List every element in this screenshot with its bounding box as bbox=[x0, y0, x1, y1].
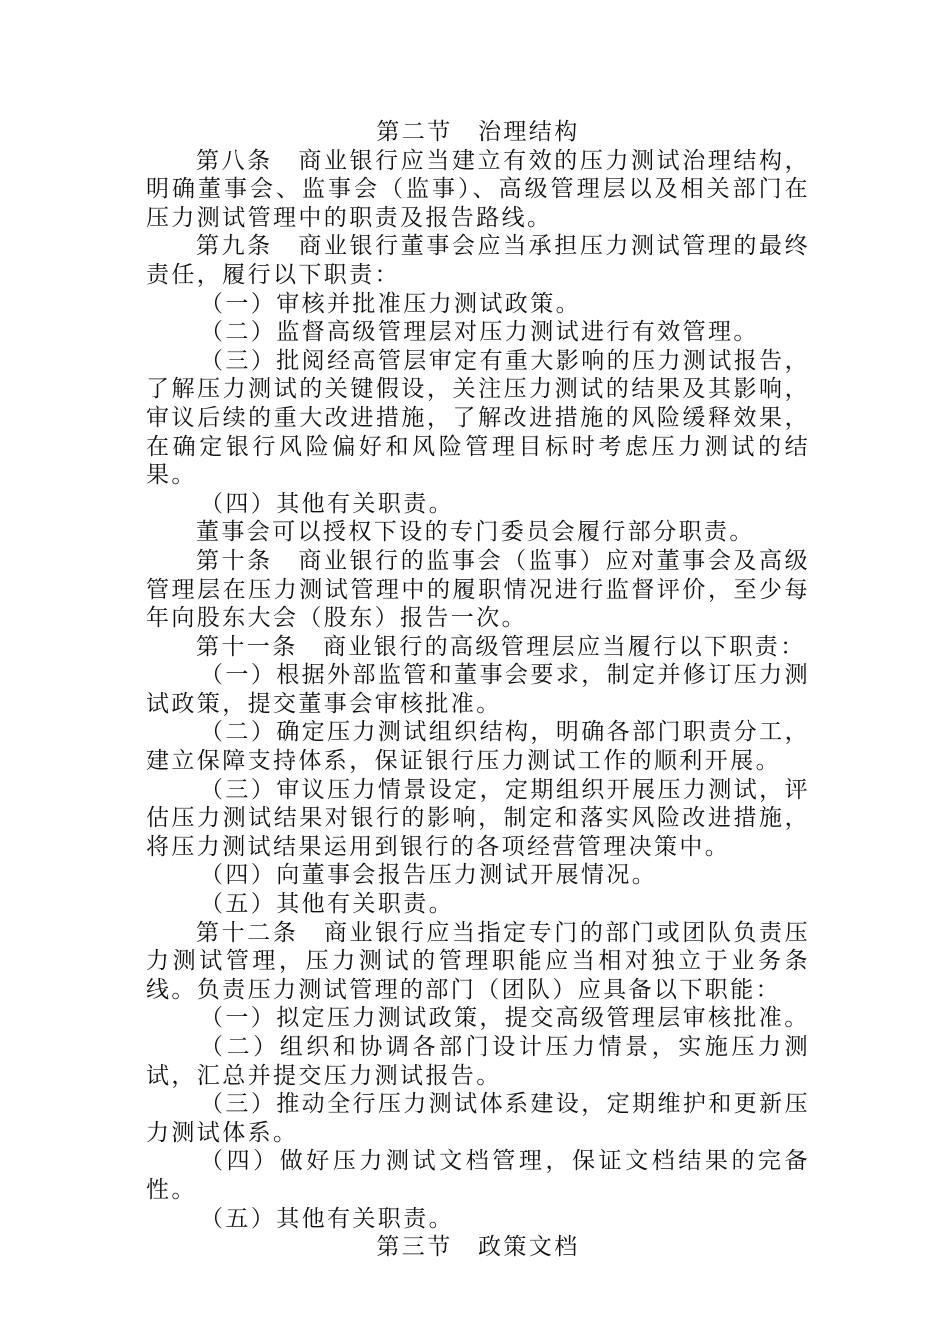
article-9-item: （三）批阅经高管层审定有重大影响的压力测试报告，了解压力测试的关键假设，关注压力测试的结果及其影响，审议后续的重大改进措施，了解改进措施的风险缓释效果，在确定银行风险偏好和风险管理目标时考虑压力测试的结果。 bbox=[146, 347, 810, 489]
article-12-item: （三）推动全行压力测试体系建设，定期维护和更新压力测试体系。 bbox=[146, 1091, 810, 1146]
section-heading: 第三节 政策文档 bbox=[376, 1234, 580, 1261]
article-9-item: （四）其他有关职责。 bbox=[200, 490, 454, 517]
document-body bbox=[146, 118, 810, 1262]
article-11-item: （二）确定压力测试组织结构，明确各部门职责分工，建立保障支持体系，保证银行压力测试工作的顺利开展。 bbox=[146, 719, 810, 775]
section-heading: 第二节 治理结构 bbox=[376, 119, 580, 145]
article-11-intro: 第十一条 商业银行的高级管理层应当履行以下职责： bbox=[196, 633, 806, 660]
article-8: 第八条 商业银行应当建立有效的压力测试治理结构，明确董事会、监事会（监事）、高级管理层以及相关部门在压力测试管理中的职责及报告路线。 bbox=[146, 147, 810, 231]
article-11-item: （一）根据外部监管和董事会要求，制定并修订压力测试政策，提交董事会审核批准。 bbox=[146, 662, 810, 717]
article-9-delegation: 董事会可以授权下设的专门委员会履行部分职责。 bbox=[196, 519, 755, 546]
article-11-item: （四）向董事会报告压力测试开展情况。 bbox=[200, 862, 658, 889]
article-12-item: （一）拟定压力测试政策，提交高级管理层审核批准。 bbox=[200, 1005, 810, 1032]
article-9-item: （一）审核并批准压力测试政策。 bbox=[200, 290, 581, 317]
article-12-item: （五）其他有关职责。 bbox=[200, 1205, 454, 1232]
article-9-intro: 第九条 商业银行董事会应当承担压力测试管理的最终责任，履行以下职责： bbox=[146, 233, 810, 288]
article-11-item: （三）审议压力情景设定，定期组织开展压力测试，评估压力测试结果对银行的影响，制定和落实风险改进措施，将压力测试结果运用到银行的各项经营管理决策中。 bbox=[146, 776, 810, 860]
article-11-item: （五）其他有关职责。 bbox=[200, 891, 454, 918]
article-12-intro: 第十二条 商业银行应当指定专门的部门或团队负责压力测试管理，压力测试的管理职能应当相对独立于业务条线。负责压力测试管理的部门（团队）应具备以下职能： bbox=[146, 919, 810, 1003]
article-12-item: （二）组织和协调各部门设计压力情景，实施压力测试，汇总并提交压力测试报告。 bbox=[146, 1034, 810, 1089]
article-12-item: （四）做好压力测试文档管理，保证文档结果的完备性。 bbox=[146, 1148, 810, 1203]
article-10: 第十条 商业银行的监事会（监事）应对董事会及高级管理层在压力测试管理中的履职情况进行监督评价，至少每年向股东大会（股东）报告一次。 bbox=[146, 547, 810, 632]
article-9-item: （二）监督高级管理层对压力测试进行有效管理。 bbox=[200, 319, 759, 346]
